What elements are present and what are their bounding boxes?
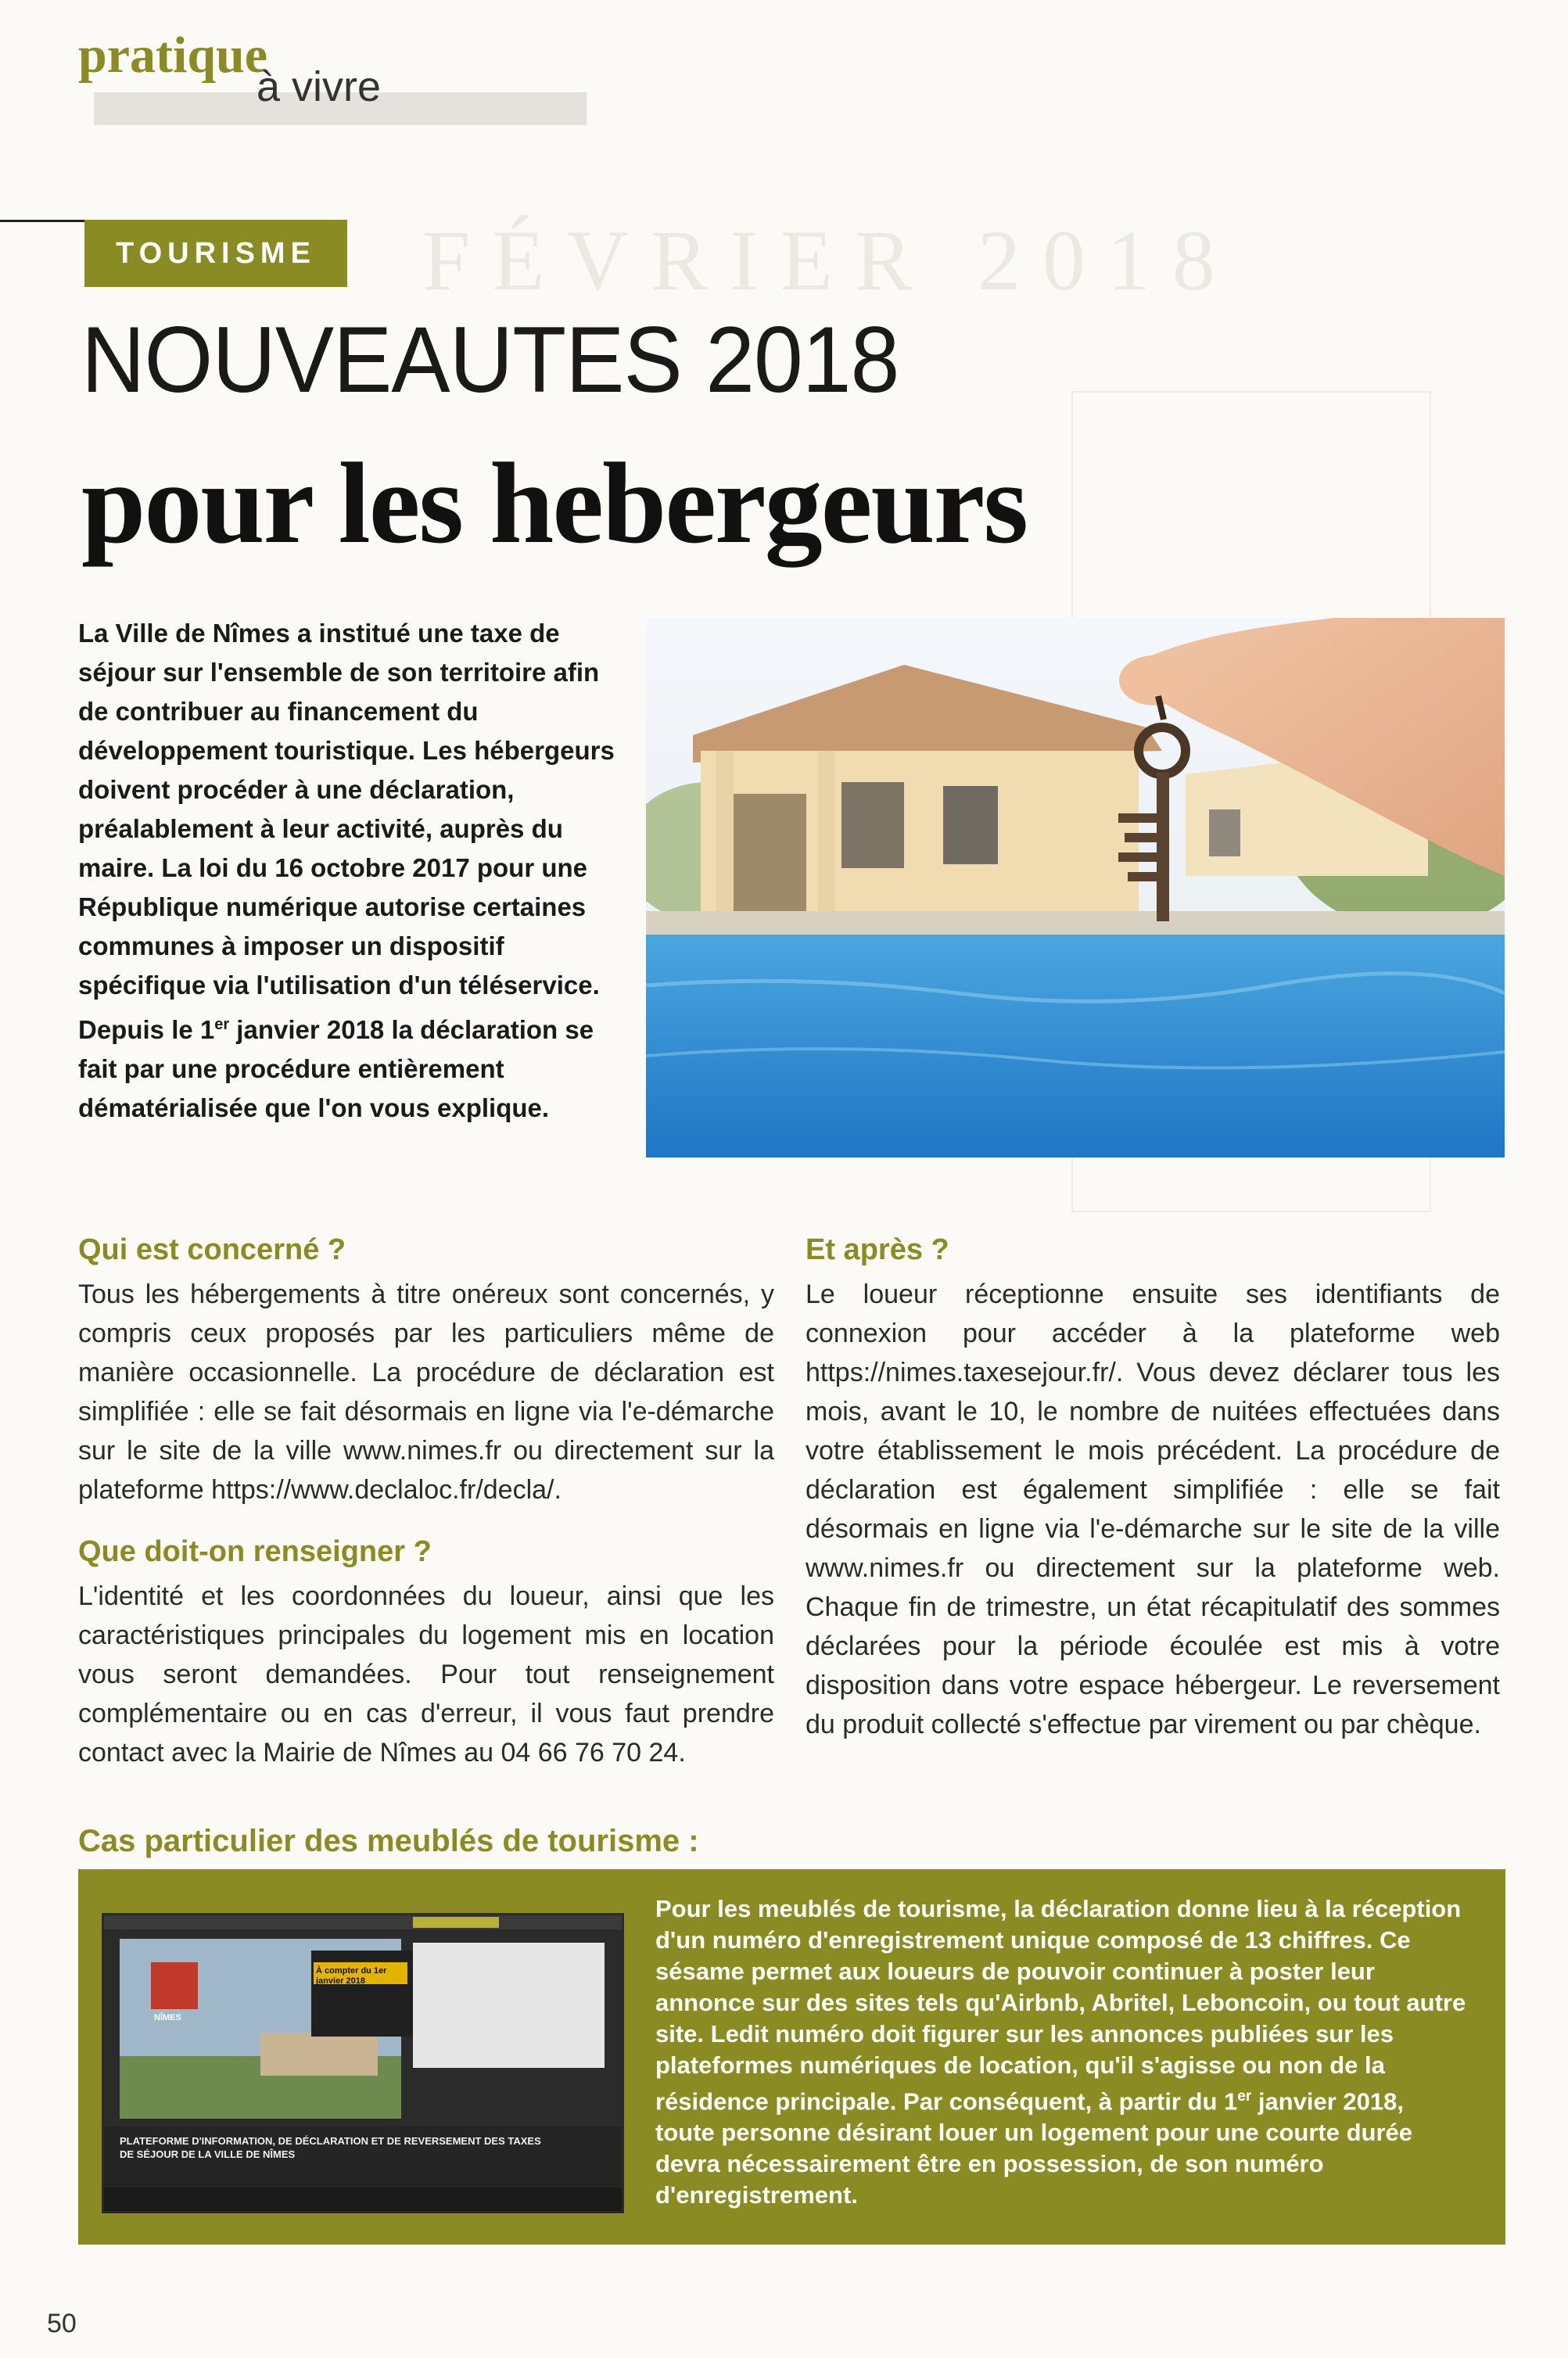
section-body-apres: Le loueur réceptionne ensuite ses identifiants de connexion pour accéder à la plateforme web https://nimes.taxesejour.fr/. Vous devez déclarer tous les mois, avant le 10, le nombre de nuitées effectuées dans votre établissement le mois précédent. La procédure de déclaration est également simplifiée : elle se fait désormais en ligne via l'e-démarche sur le site de la ville www.nimes.fr ou directement sur la plateforme web. Chaque fin de trimestre, un état récapitulatif des sommes déclarées pour la période écoulée est mis à votre disposition dans votre espace hébergeur. Le reversement du produit collecté s'effectue par virement ou par chèque. xyxy=(806,1279,1500,1739)
kicker-main: pratique xyxy=(78,27,268,84)
box-title: Cas particulier des meublés de tourisme : xyxy=(78,1824,699,1858)
section-body-que: L'identité et les coordonnées du loueur, ainsi que les caractéristiques principales du logement mis en location vous seront demandées. Pour tout renseignement complémentaire ou en cas d'erreur, il vous faut prendre contact avec la Mairie de Nîmes au 04 66 76 70 24. xyxy=(78,1581,774,1768)
section-body-qui: Tous les hébergements à titre onéreux sont concernés, y compris ceux proposés par les particuliers même de manière occasionnelle. La procédure de déclaration est simplifiée : elle se fait désormais en ligne via l'e-démarche sur le site de la ville www.nimes.fr ou directement sur la plateforme https://www.declaloc.fr/decla/. xyxy=(78,1279,774,1505)
section-heading-apres: Et après ? xyxy=(806,1233,949,1266)
website-screenshot xyxy=(102,1913,624,2213)
article-intro xyxy=(78,614,618,1128)
box-superscript: er xyxy=(1237,2088,1252,2105)
section-heading-que: Que doit-on renseigner ? xyxy=(78,1535,432,1568)
column-left xyxy=(78,1228,774,1793)
kicker-sub: à vivre xyxy=(257,63,382,110)
screenshot-news-title: À compter du 1er janvier 2018 xyxy=(316,1966,387,1986)
category-tag: TOURISME xyxy=(84,220,347,287)
section-kicker xyxy=(78,27,382,110)
photo-illustration xyxy=(646,618,1505,1157)
box-text xyxy=(655,1893,1469,2211)
page-number: 50 xyxy=(47,2309,77,2338)
column-right xyxy=(806,1228,1500,1764)
box-text-1: Pour les meublés de tourisme, la déclaration donne lieu à la réception d'un numéro d'enregistrement unique composé de 13 chiffres. Ce sésame permet aux loueurs de pouvoir continuer à poster leur annonce sur des sites tels qu'Airbnb, Abritel, Leboncoin, ou tout autre site. Ledit numéro doit figurer sur les annonces publiées sur les plateformes numériques de location, qu'il s'agisse ou non de la résidence principale. Par conséquent, à partir du 1 xyxy=(655,1895,1466,2116)
bleed-through-text: FÉVRIER 2018 xyxy=(422,213,1237,308)
screenshot-city-label: NÎMES xyxy=(154,2013,181,2022)
section-heading-qui: Qui est concerné ? xyxy=(78,1233,346,1266)
intro-superscript: er xyxy=(214,1016,230,1033)
key-house-photo xyxy=(646,618,1505,1157)
intro-text-2: janvier 2018 la déclaration se fait par une procédure entièrement dématérialisée que l'on vous explique. xyxy=(78,1015,594,1122)
tag-rule xyxy=(0,220,86,222)
intro-text-1: La Ville de Nîmes a institué une taxe de séjour sur l'ensemble de son territoire afin de contribuer au financement du développement touristique. Les hébergeurs doivent procéder à une déclaration, préalablement à leur activité, auprès du maire. La loi du 16 octobre 2017 pour une République numérique autorise certaines communes à imposer un dispositif spécifique via l'utilisation d'un téléservice. Depuis le 1 xyxy=(78,619,615,1044)
box-text-2: janvier 2018, toute personne désirant louer un logement pour une courte durée devra nécessairement être en possession, de son numéro d'enregistrement. xyxy=(655,2087,1412,2209)
article-title-line1: NOUVEAUTES 2018 xyxy=(81,307,899,412)
website-screenshot-image xyxy=(104,1915,622,2211)
article-title-line2: pour les hebergeurs xyxy=(81,440,1028,568)
screenshot-site-header: PLATEFORME D'INFORMATION, DE DÉCLARATION ET DE REVERSEMENT DES TAXES DE SÉJOUR DE LA VILLE DE NÎMES xyxy=(120,2135,541,2160)
